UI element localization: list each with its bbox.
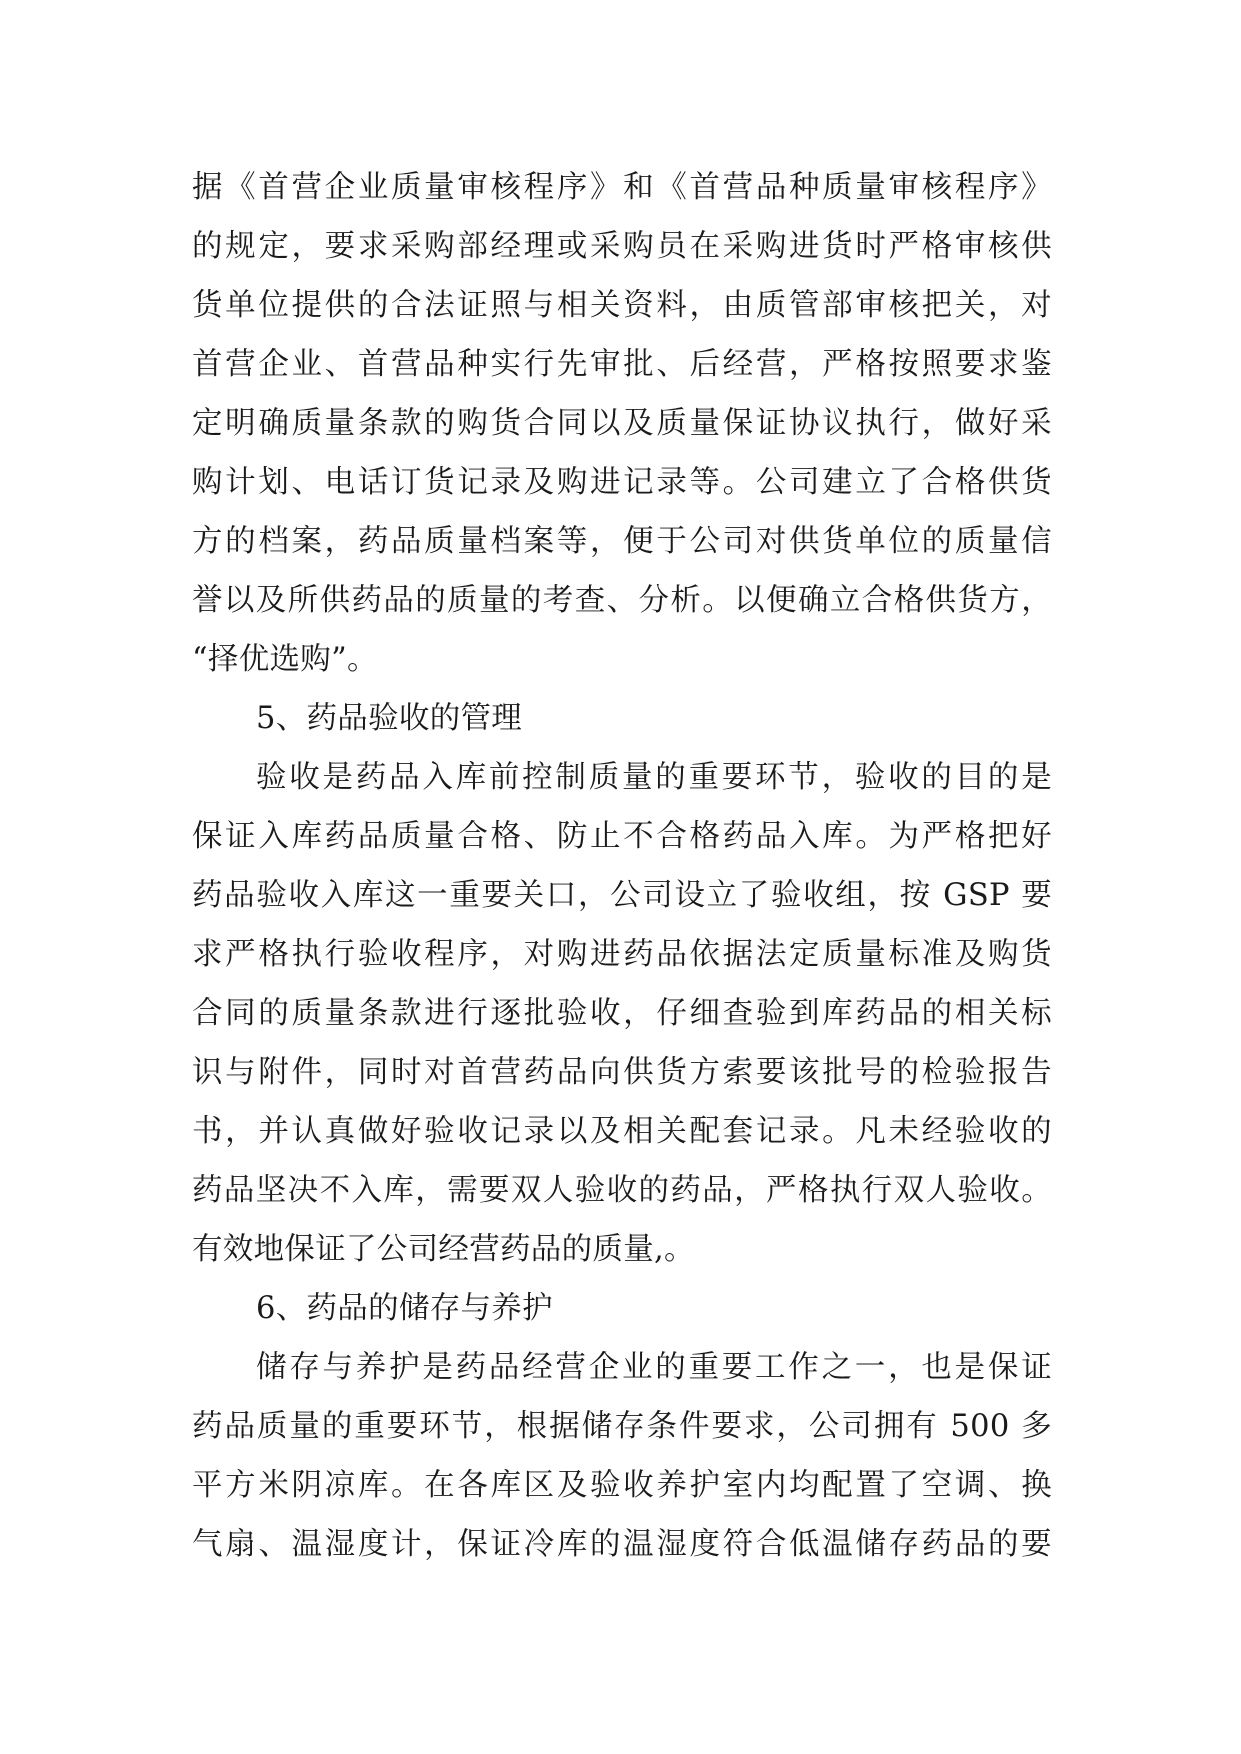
paragraph-line: 验收是药品入库前控制质量的重要环节，验收的目的是 xyxy=(256,760,1052,795)
paragraph-line: 识与附件，同时对首营药品向供货方索要该批号的检验报告 xyxy=(192,1055,1052,1090)
section-heading: 5、药品验收的管理 xyxy=(256,701,523,736)
paragraph-line: “择优选购”。 xyxy=(192,642,378,677)
paragraph-line: 方的档案，药品质量档案等，便于公司对供货单位的质量信 xyxy=(192,524,1052,559)
paragraph-line: 储存与养护是药品经营企业的重要工作之一，也是保证 xyxy=(256,1350,1052,1385)
section-heading: 6、药品的储存与养护 xyxy=(256,1291,553,1326)
paragraph-line: 货单位提供的合法证照与相关资料，由质管部审核把关，对 xyxy=(192,288,1052,323)
paragraph-line: 合同的质量条款进行逐批验收，仔细查验到库药品的相关标 xyxy=(192,996,1052,1031)
paragraph-line: 购计划、电话订货记录及购进记录等。公司建立了合格供货 xyxy=(192,465,1052,500)
paragraph-line: 气扇、温湿度计，保证冷库的温湿度符合低温储存药品的要 xyxy=(192,1527,1052,1562)
paragraph-line: 保证入库药品质量合格、防止不合格药品入库。为严格把好 xyxy=(192,819,1052,854)
paragraph-line: 据《首营企业质量审核程序》和《首营品种质量审核程序》 xyxy=(192,170,1052,205)
paragraph-line: 的规定，要求采购部经理或采购员在采购进货时严格审核供 xyxy=(192,229,1052,264)
document-body xyxy=(192,158,1052,1574)
paragraph-line: 药品验收入库这一重要关口，公司设立了验收组，按 GSP 要 xyxy=(192,878,1052,913)
paragraph-line: 有效地保证了公司经营药品的质量,。 xyxy=(192,1232,695,1267)
paragraph-line: 求严格执行验收程序，对购进药品依据法定质量标准及购货 xyxy=(192,937,1052,972)
paragraph-line: 平方米阴凉库。在各库区及验收养护室内均配置了空调、换 xyxy=(192,1468,1052,1503)
paragraph-line: 定明确质量条款的购货合同以及质量保证协议执行，做好采 xyxy=(192,406,1052,441)
paragraph-line: 书，并认真做好验收记录以及相关配套记录。凡未经验收的 xyxy=(192,1114,1052,1149)
paragraph-line: 药品坚决不入库，需要双人验收的药品，严格执行双人验收。 xyxy=(192,1173,1052,1208)
paragraph-line: 首营企业、首营品种实行先审批、后经营，严格按照要求鉴 xyxy=(192,347,1052,382)
paragraph-line: 誉以及所供药品的质量的考查、分析。以便确立合格供货方， xyxy=(192,583,1052,618)
paragraph-line: 药品质量的重要环节，根据储存条件要求，公司拥有 500 多 xyxy=(192,1409,1052,1444)
